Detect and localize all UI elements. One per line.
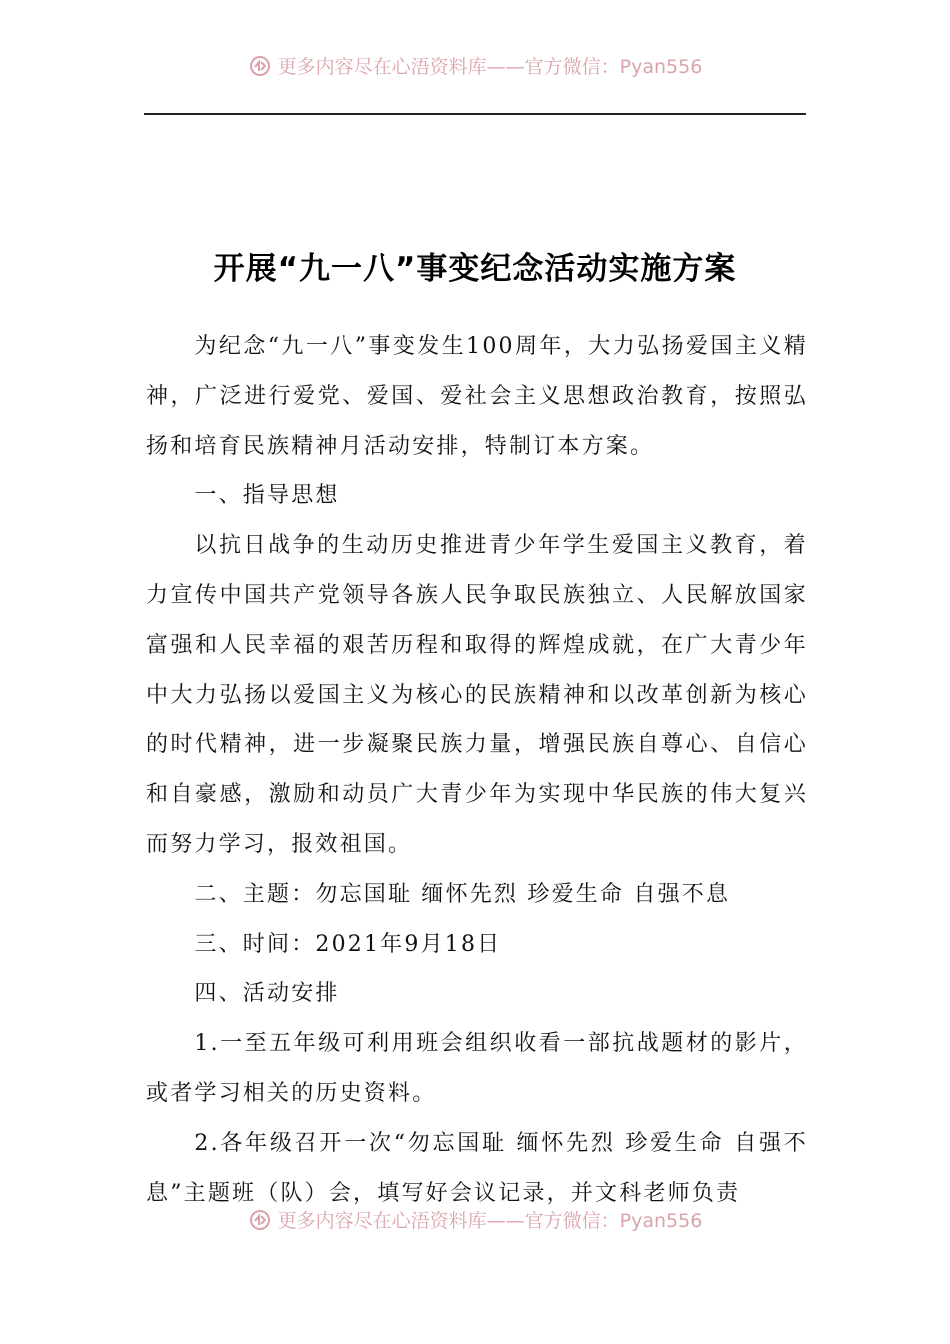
header-watermark: [0, 52, 950, 79]
watermark-logo-icon: [248, 54, 272, 78]
header-watermark-text: 更多内容尽在心浯资料库——官方微信：Pyan556: [277, 56, 703, 78]
heading-time: 三、时间：2021年9月18日: [194, 931, 502, 957]
activity-item-2: 2.各年级召开一次“勿忘国耻 缅怀先烈 珍爱生命 自强不息”主题班（队）会，填写好会议记录，并文科老师负责: [146, 1130, 808, 1206]
document-body: [146, 322, 808, 1218]
heading-theme: 二、主题：勿忘国耻 缅怀先烈 珍爱生命 自强不息: [194, 881, 731, 907]
footer-watermark-text: 更多内容尽在心浯资料库——官方微信：Pyan556: [277, 1210, 703, 1232]
document-title: 开展“九一八”事变纪念活动实施方案: [213, 250, 737, 287]
paragraph-guiding-thought: 以抗日战争的生动历史推进青少年学生爱国主义教育，着力宣传中国共产党领导各族人民争取民族独立、人民解放国家富强和人民幸福的艰苦历程和取得的辉煌成就，在广大青少年中大力弘扬以爱国主义为核心的民族精神和以改革创新为核心的时代精神，进一步凝聚民族力量，增强民族自尊心、自信心和自豪感，激励和动员广大青少年为实现中华民族的伟大复兴而努力学习，报效祖国。: [146, 533, 808, 857]
heading-guiding-thought: 一、指导思想: [194, 483, 340, 509]
page-header: [0, 52, 950, 92]
activity-item-1: 1.一至五年级可利用班会组织收看一部抗战题材的影片，或者学习相关的历史资料。: [146, 1031, 808, 1106]
paragraph-intro: 为纪念“九一八”事变发生100周年，大力弘扬爱国主义精神，广泛进行爱党、爱国、爱社会主义思想政治教育，按照弘扬和培育民族精神月活动安排，特制订本方案。: [146, 334, 808, 459]
watermark-logo-icon: [248, 1208, 272, 1232]
footer-watermark: [0, 1206, 950, 1233]
heading-activities: 四、活动安排: [194, 981, 340, 1007]
header-divider: [144, 113, 806, 115]
